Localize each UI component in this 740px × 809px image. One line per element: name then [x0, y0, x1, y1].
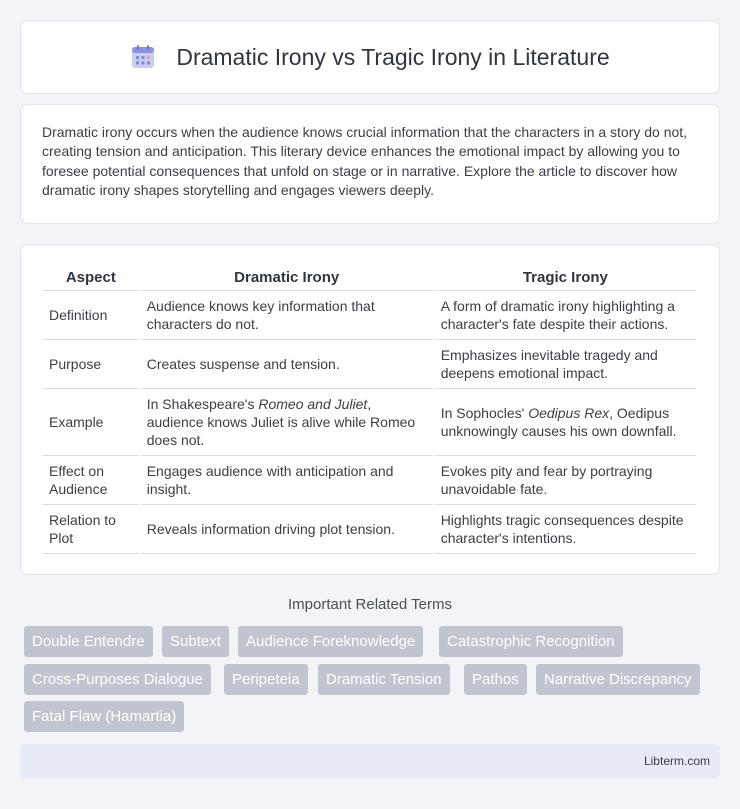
intro-paragraph: Dramatic irony occurs when the audience knows crucial information that the characters in a story do not, creating tension and anticipation. This literary device enhances the emotional impact by allowing you to foresee potential consequences that unfold on stage or in narrative. Explore the article to discover how dramatic irony shapes storytelling and engages viewers deeply.	[42, 124, 688, 199]
cell-tragic: Evokes pity and fear by portraying unavoidable fate.	[435, 456, 696, 505]
title-card	[20, 20, 720, 94]
text-segment: In Shakespeare's	[146, 396, 259, 412]
related-term-tag[interactable]: Narrative Discrepancy	[536, 664, 700, 695]
table-row	[43, 340, 696, 389]
cell-aspect: Effect on Audience	[43, 456, 139, 505]
related-term-tag[interactable]: Peripeteia	[224, 664, 308, 695]
text-segment: , audience knows Juliet is alive while Romeo does not.	[146, 396, 416, 448]
cell-dramatic: Reveals information driving plot tension.	[141, 505, 433, 554]
cell-tragic	[435, 389, 696, 456]
cell-aspect: Definition	[43, 291, 139, 340]
intro-card	[20, 104, 720, 224]
text-segment: In Sophocles'	[440, 405, 529, 421]
footer-site-link[interactable]: Libterm.com	[643, 754, 710, 768]
cell-tragic: A form of dramatic irony highlighting a character's fate despite their actions.	[435, 291, 696, 340]
header-tragic: Tragic Irony	[435, 265, 696, 291]
work-title: Romeo and Juliet	[258, 396, 368, 412]
cell-dramatic: Engages audience with anticipation and insight.	[141, 456, 433, 505]
related-terms-heading: Important Related Terms	[288, 596, 452, 613]
cell-tragic: Highlights tragic consequences despite character's intentions.	[435, 505, 696, 554]
table-row	[43, 505, 696, 554]
related-term-tag[interactable]: Double Entendre	[24, 626, 153, 657]
related-term-tag[interactable]: Subtext	[162, 626, 229, 657]
cell-dramatic	[141, 389, 433, 456]
cell-aspect: Relation to Plot	[43, 505, 139, 554]
calendar-grid-icon	[130, 44, 156, 70]
work-title: Oedipus Rex	[528, 405, 610, 421]
related-term-tag[interactable]: Fatal Flaw (Hamartia)	[24, 701, 184, 732]
related-term-tag[interactable]: Catastrophic Recognition	[439, 626, 623, 657]
page-title: Dramatic Irony vs Tragic Irony in Literature	[176, 43, 610, 70]
cell-tragic: Emphasizes inevitable tragedy and deepens emotional impact.	[435, 340, 696, 389]
related-term-tag[interactable]: Audience Foreknowledge	[238, 626, 423, 657]
table-row	[43, 389, 696, 456]
comparison-table	[41, 265, 698, 554]
footer-bar	[20, 744, 720, 778]
cell-aspect: Purpose	[43, 340, 139, 389]
related-term-tag[interactable]: Dramatic Tension	[318, 664, 450, 695]
cell-aspect: Example	[43, 389, 139, 456]
text-segment: , Oedipus unknowingly causes his own downfall.	[440, 405, 677, 439]
cell-dramatic: Audience knows key information that characters do not.	[141, 291, 433, 340]
table-row	[43, 456, 696, 505]
table-row	[43, 291, 696, 340]
cell-dramatic: Creates suspense and tension.	[141, 340, 433, 389]
related-term-tag[interactable]: Pathos	[464, 664, 527, 695]
header-dramatic: Dramatic Irony	[141, 265, 433, 291]
comparison-card	[20, 244, 720, 575]
related-term-tag[interactable]: Cross-Purposes Dialogue	[24, 664, 211, 695]
header-aspect: Aspect	[43, 265, 139, 291]
